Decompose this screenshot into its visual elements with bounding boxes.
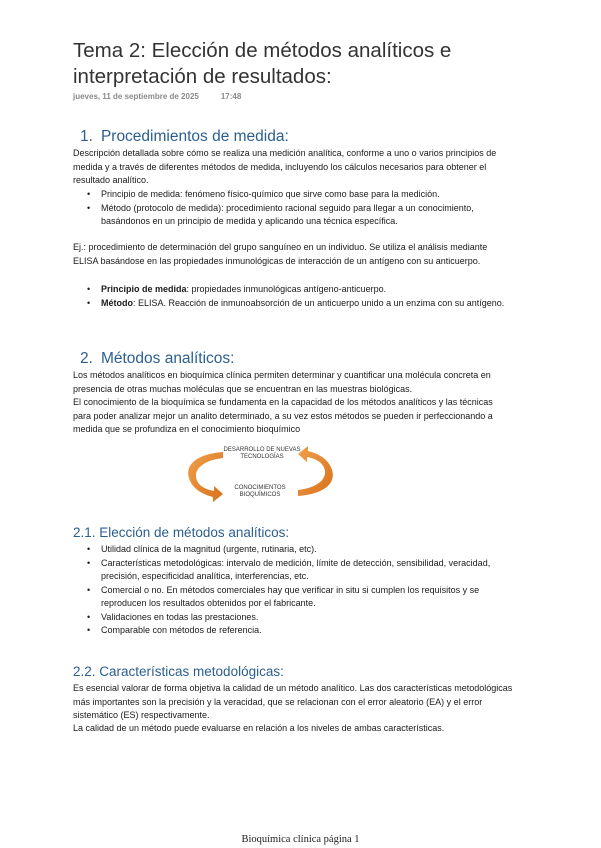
section-2-2-para-2: La calidad de un método puede evaluarse en relación a los niveles de ambas características. [73,723,445,733]
term-description: : propiedades inmunológicas antígeno-anticuerpo. [186,284,387,294]
cycle-diagram [183,444,338,504]
term: Principio de medida [101,284,187,294]
section-1-example-bullets [73,283,513,310]
page-footer: Bioquímica clínica página 1 [241,834,360,845]
list-item: • Características metodológicas: intervalo de medición, límite de detección, sensibilidad, veracidad, precisión, especificidad analítica, interferencias, etc. [73,557,513,584]
term-description: : ELISA. Reacción de inmunoabsorción de un anticuerpo unido a un enzima con su antígeno. [133,297,505,308]
page-time: 17:48 [220,92,242,101]
cycle-label-top: DESARROLLO DE NUEVAS TECNOLOGÍAS [223,447,301,460]
section-2-1-heading: 2.1. Elección de métodos analíticos: [73,525,290,540]
list-item: • Comercial o no. En métodos comerciales hay que verificar in situ si cumplen los requisitos y se reproducen los resultados obtenidos por el fabricante. [73,584,513,611]
section-2-para-2: El conocimiento de la bioquímica se fundamenta en la capacidad de los métodos analíticos y las técnicas para poder analizar mejor un analito determinado, a su vez estos métodos se pueden ir perfeccionando a medida que se profundiza en el conocimiento bioquímico [73,397,493,434]
section-1-intro: Descripción detallada sobre cómo se realiza una medición analítica, conforme a uno o varios principios de medida y a través de diferentes métodos de medida, incluyendo los cálculos necesarios para obtener el resultado analítico. [73,148,497,185]
page-date: jueves, 11 de septiembre de 2025 [73,92,199,101]
section-2-1-bullets [73,543,513,638]
page-title: Tema 2: Elección de métodos analíticos e interpretación de resultados: [73,39,452,88]
section-2-heading [80,350,234,368]
term: Método [101,297,133,308]
list-item: • Comparable con métodos de referencia. [73,624,513,638]
section-1-heading [80,128,289,146]
section-2-title: Métodos analíticos: [100,350,235,367]
list-item [73,283,513,297]
section-1-number: 1. [80,128,93,145]
section-1-title: Procedimientos de medida: [100,128,289,145]
section-1-example: Ej.: procedimiento de determinación del grupo sanguíneo en un individuo. Se utiliza el análisis mediante ELISA basándose en las propiedades inmunológicas de interacción de un antígeno con su anticuerpo. [73,242,488,266]
list-item [73,297,513,311]
list-item: • Validaciones en todas las prestaciones. [73,611,513,625]
section-2-2-heading: 2.2. Características metodológicas: [73,664,284,679]
list-item: • Utilidad clínica de la magnitud (urgente, rutinaria, etc). [73,543,513,557]
list-item: • Método (protocolo de medida): procedimiento racional seguido para llegar a un conocimiento, basándonos en un principio de medida y aplicando una técnica específica. [73,202,513,229]
cycle-label-bottom: CONOCIMIENTOS BIOQUÍMICOS [234,485,286,498]
list-item: • Principio de medida: fenómeno físico-químico que sirve como base para la medición. [73,188,513,202]
page-metadata [73,92,241,101]
section-1-bullets [73,188,513,229]
section-2-2-para-1: Es esencial valorar de forma objetiva la calidad de un método analítico. Las dos características metodológicas más importantes son la precisión y la veracidad, que se relacionan con el error aleatorio (EA) y el error sistemático (ES) respectivamente. [73,683,513,720]
section-2-number: 2. [80,350,93,367]
section-2-para-1: Los métodos analíticos en bioquímica clínica permiten determinar y cuantificar una molécula concreta en presencia de otras muchas moléculas que se encuentran en las muestras biológicas. [73,370,491,394]
